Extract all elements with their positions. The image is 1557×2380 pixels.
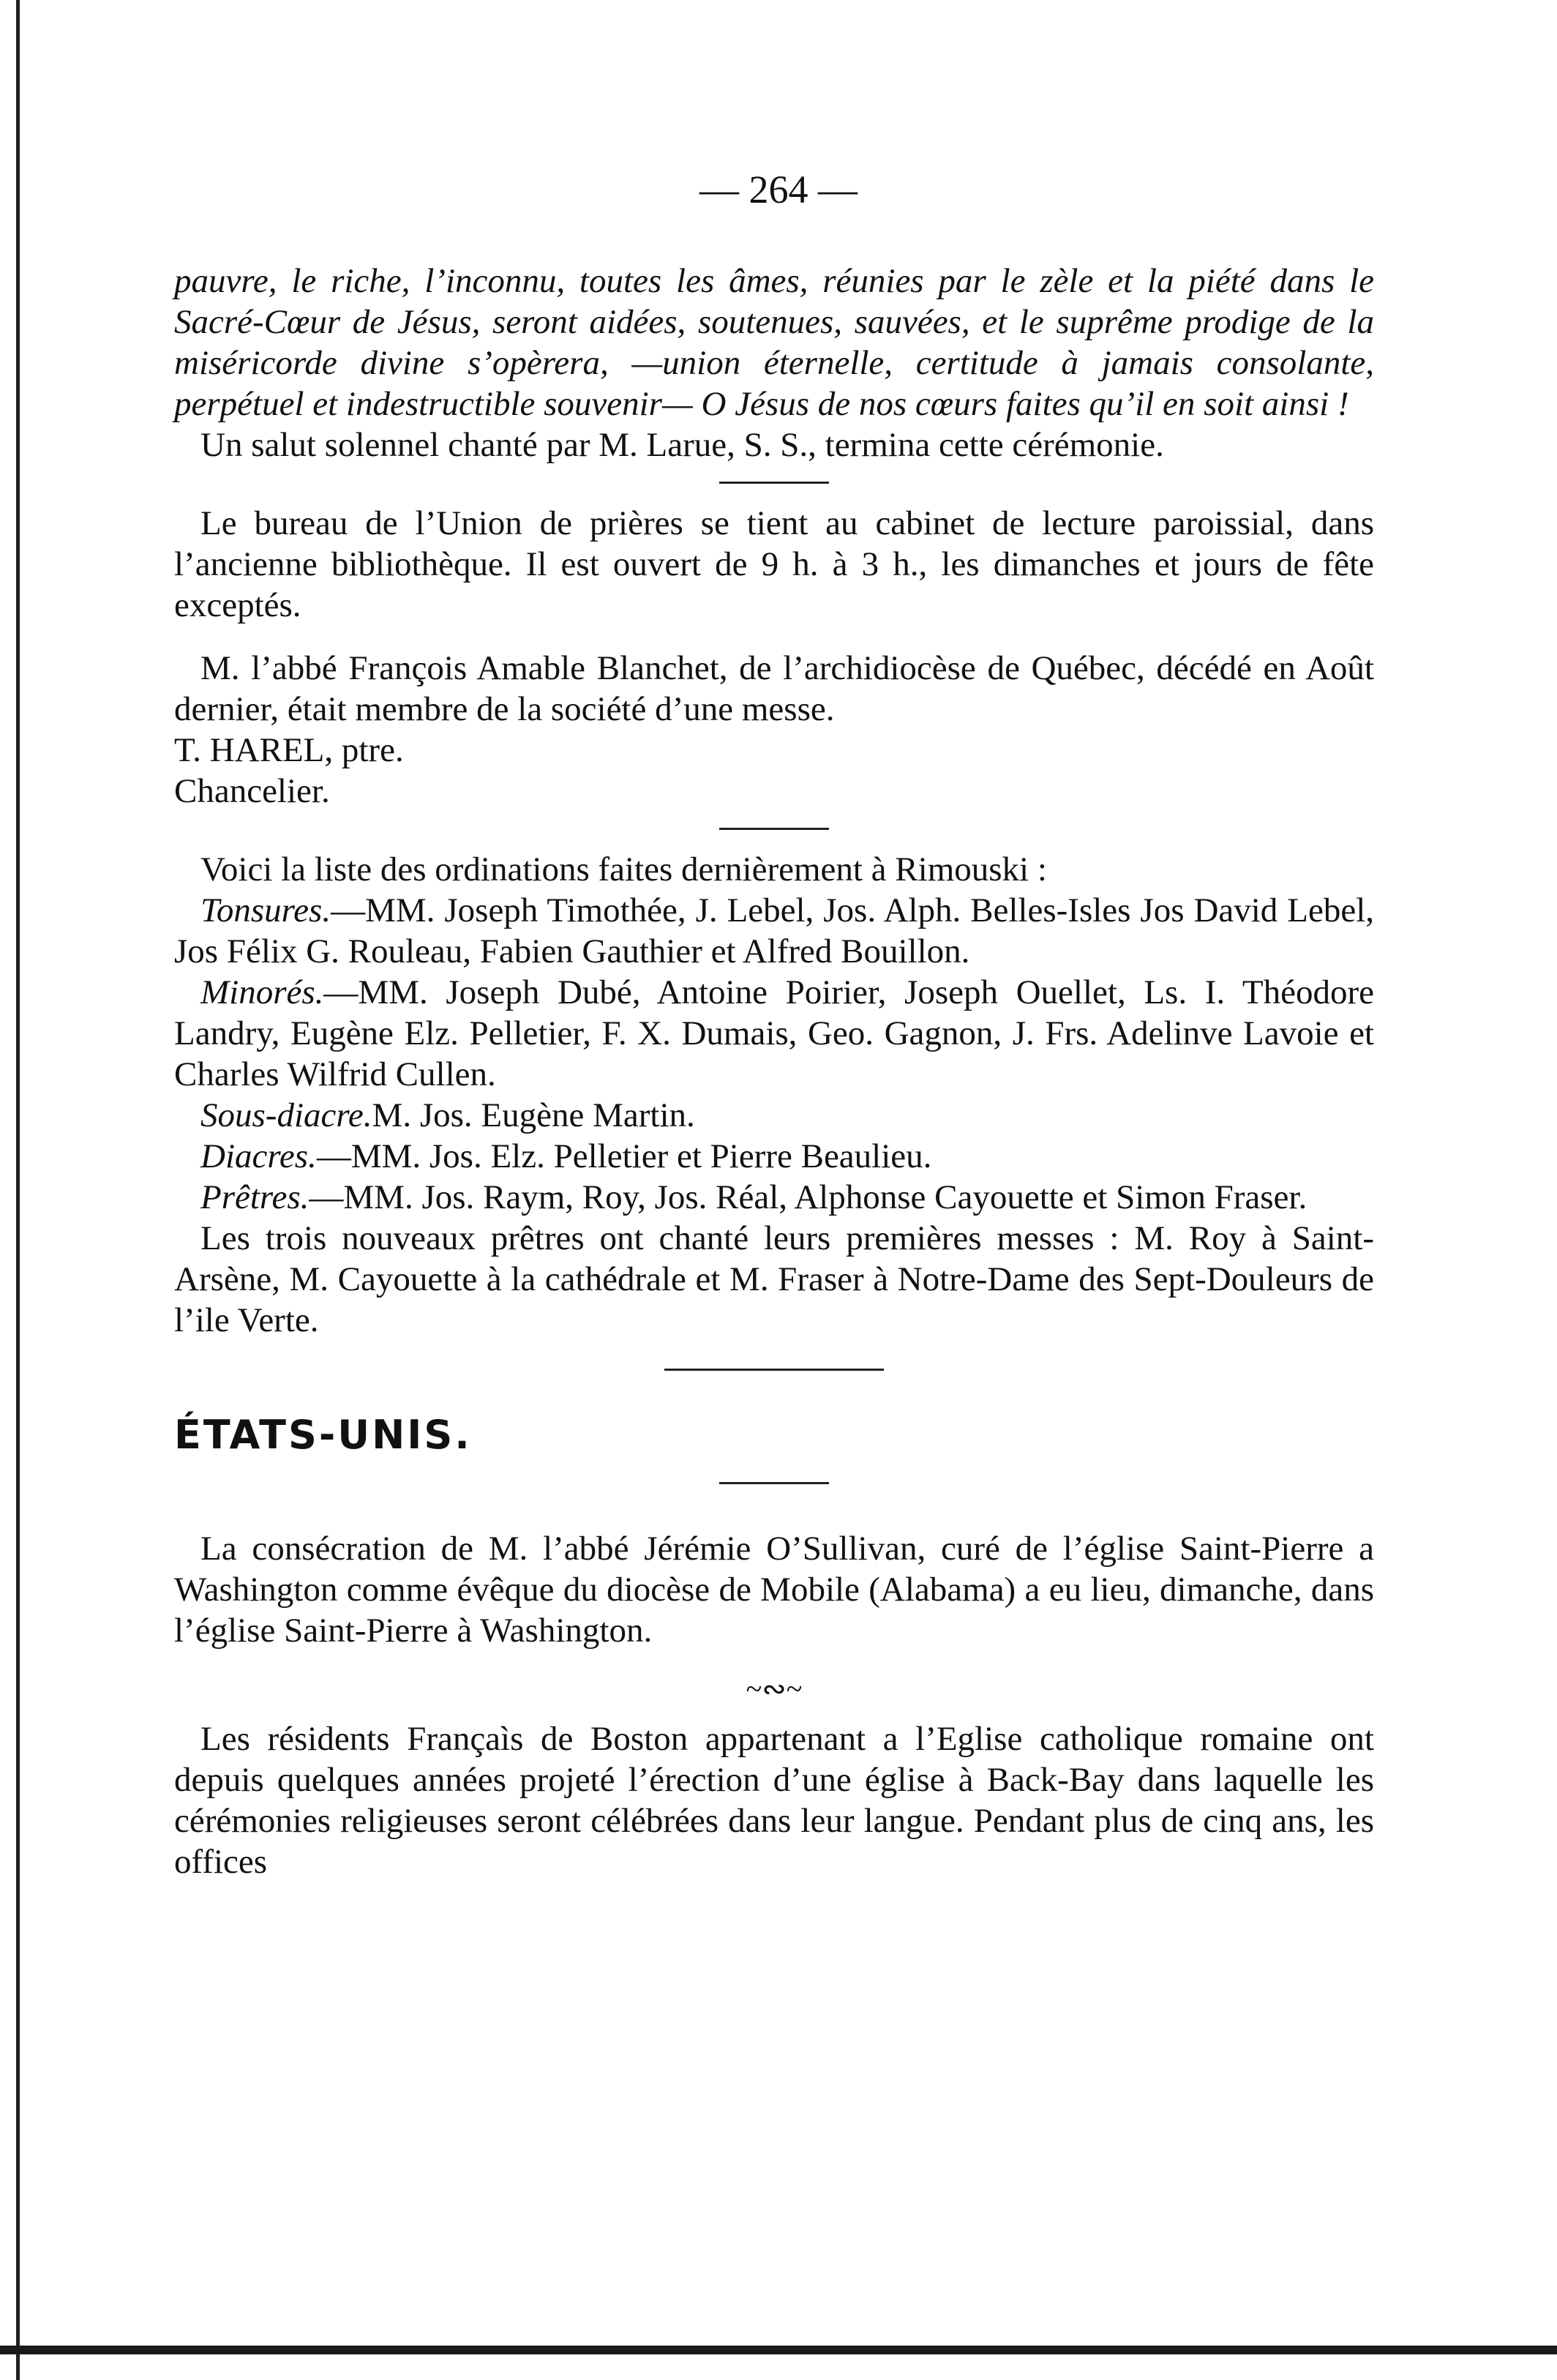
ordinations-sousdiacre [174,1095,1374,1136]
section-separator-rule [664,1369,884,1371]
separator-rule [719,828,829,830]
page-number: — 264 — [699,168,858,212]
sousdiacre-text: M. Jos. Eugène Martin. [372,1096,695,1134]
page-edge-rule [16,0,20,2380]
paragraph-boston: Les résidents Françaìs de Boston appartenant a l’Eglise catholique romaine ont depuis quelques années projeté l’érection d’une église à Back-Bay dans laquelle les cérémonies religieuses seront célébrées dans leur langue. Pendant plus de cinq ans, les offices [174,1720,1374,1881]
separator-rule [719,1482,829,1484]
tonsures-label: Tonsures. [200,891,331,929]
ordinations-tonsures [174,890,1374,972]
page-bottom-rule [0,2346,1557,2354]
spacer [174,626,1374,648]
ordinations-intro: Voici la liste des ordinations faites dernièrement à Rimouski : [200,850,1047,888]
ornament-divider: ~∾~ [746,1672,803,1705]
ordinations-minores [174,972,1374,1095]
ordinations-pretres [174,1177,1374,1218]
pretres-label: Prêtres. [200,1178,309,1216]
paragraph-union-priere [174,261,1374,424]
paragraph-blanchet: M. l’abbé François Amable Blanchet, de l’archidiocèse de Québec, décédé en Août dernier, était membre de la société d’une messe. [174,649,1374,728]
paragraph-premieres-messes: Les trois nouveaux prêtres ont chanté leurs premières messes : M. Roy à Saint-Arsène, M. Cayouette à la cathédrale et M. Fraser à Notre-Dame des Sept-Douleurs de l’ile Verte. [174,1219,1374,1339]
sousdiacre-label: Sous-diacre. [200,1096,372,1134]
separator-rule [719,482,829,484]
signature-title: Chancelier. [174,772,330,810]
signature-name: T. HAREL, ptre. [174,731,404,769]
ordinations-diacres [174,1136,1374,1177]
minores-label: Minorés. [200,973,324,1011]
diacres-text: —MM. Jos. Elz. Pelletier et Pierre Beaulieu. [316,1137,932,1175]
pretres-text: —MM. Jos. Raym, Roy, Jos. Réal, Alphonse Cayouette et Simon Fraser. [309,1178,1307,1216]
section-title-etats-unis: ÉTATS-UNIS. [174,1412,472,1458]
page-body [174,261,1374,1882]
minores-text: —MM. Joseph Dubé, Antoine Poirier, Joseph Ouellet, Ls. I. Théodore Landry, Eugène Elz. Pelletier, F. X. Dumais, Geo. Gagnon, J. Frs. Adelinve Lavoie et Charles Wilfrid Cullen. [174,973,1374,1093]
paragraph-salut-solennel: Un salut solennel chanté par M. Larue, S. S., termina cette cérémonie. [200,426,1164,464]
paragraph-bureau: Le bureau de l’Union de prières se tient au cabinet de lecture paroissial, dans l’ancienne bibliothèque. Il est ouvert de 9 h. à 3 h., les dimanches et jours de fête exceptés. [174,504,1374,624]
paragraph-consecration: La consécration de M. l’abbé Jérémie O’Sullivan, curé de l’église Saint-Pierre a Washington comme évêque du diocèse de Mobile (Alabama) a eu lieu, dimanche, dans l’église Saint-Pierre à Washington. [174,1530,1374,1650]
tonsures-text: —MM. Joseph Timothée, J. Lebel, Jos. Alph. Belles-Isles Jos David Lebel, Jos Félix G. Rouleau, Fabien Gauthier et Alfred Bouillon. [174,891,1374,970]
diacres-label: Diacres. [200,1137,317,1175]
paragraph-union-priere-text: pauvre, le riche, l’inconnu, toutes les âmes, réunies par le zèle et la piété dans le Sacré-Cœur de Jésus, seront aidées, soutenues, sauvées, et le suprême prodige de la miséricorde divine s’opèrera, —union éternelle, certitude à jamais consolante, perpétuel et indestructible souvenir— O Jésus de nos cœurs faites qu’il en soit ainsi ! [174,262,1374,423]
